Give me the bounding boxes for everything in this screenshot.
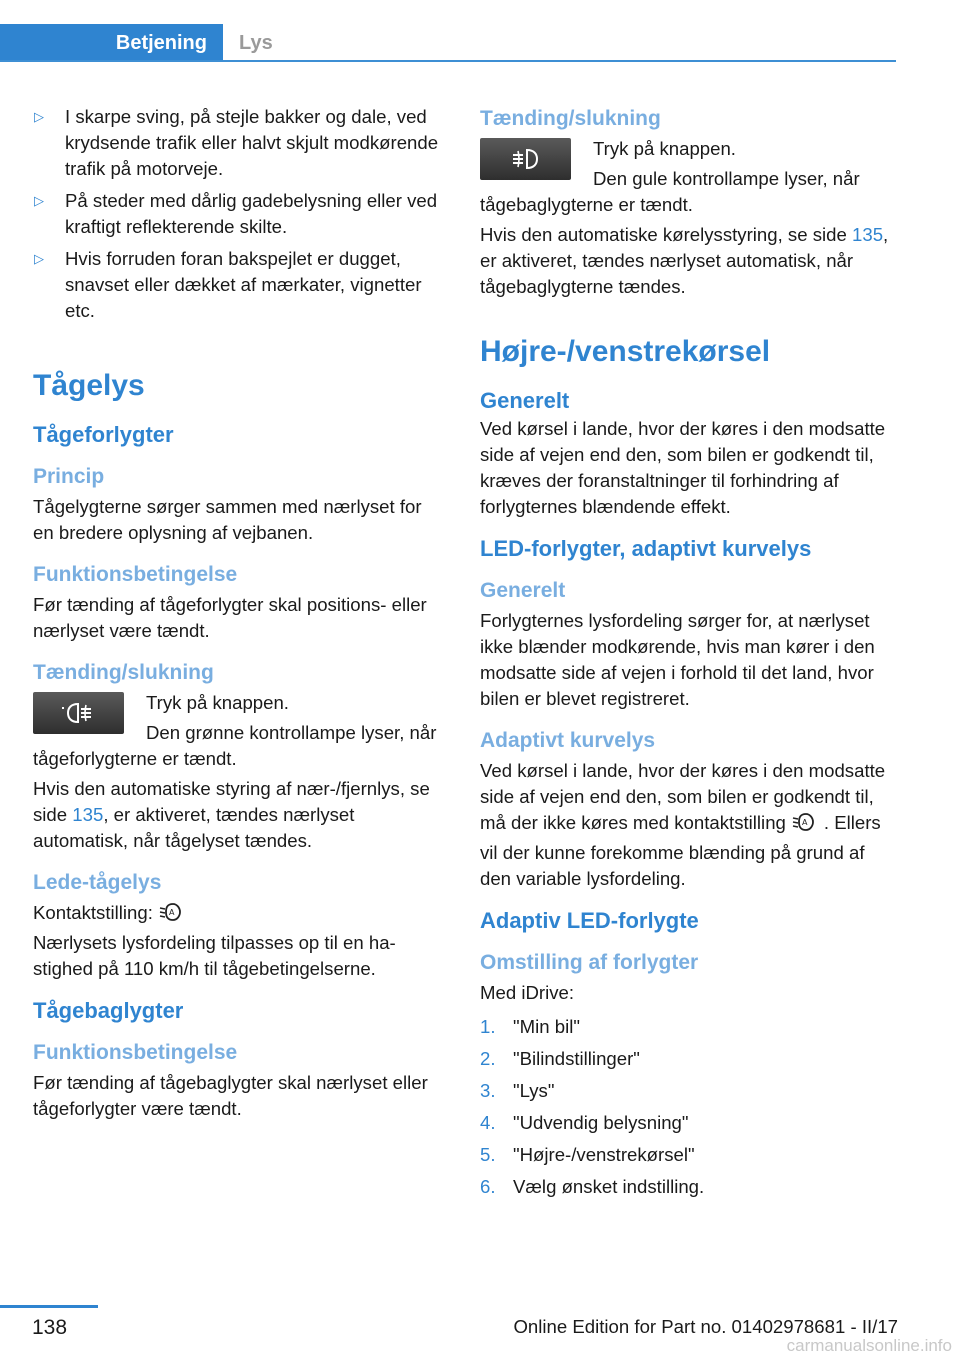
list-item: ▷ På steder med dårlig gadebelysning eller ved kraftigt reflekterende skilte.	[34, 190, 438, 237]
automatic-headlight-icon	[159, 901, 185, 930]
svg-text:A: A	[168, 908, 175, 917]
list-item: 6. Vælg ønsket indstilling.	[480, 1176, 705, 1197]
front-fog-light-icon	[33, 692, 124, 734]
page-header	[0, 0, 896, 62]
tryk-text-rear: Tryk på knappen.	[593, 138, 736, 159]
generelt2-text: Forlygternes lysfordeling sørger for, at nærlyset ikke blænder modkørende, hvis man kører i den modsatte side af vejen i forhold til det land, hvor bilen er blevet registreret.	[480, 610, 875, 709]
heading-funktionsbetingelse-2: Funktionsbetingelse	[33, 1041, 238, 1064]
heading-taagebaglygter: Tågebaglygter	[33, 998, 184, 1023]
left-column	[33, 104, 447, 1136]
condition-list	[33, 104, 447, 324]
generelt-text: Ved kørsel i lande, hvor der køres i den modsatte side af vejen end den, som bilen er godkendt til, kræves der foranstaltninger til forhindring af forlygternes blændende effekt.	[480, 418, 886, 517]
kontaktstilling-line: Kontaktstilling: A	[33, 900, 447, 930]
tryk-text: Tryk på knappen.	[146, 692, 289, 713]
tab-betjening[interactable]: Betjening	[0, 24, 223, 62]
heading-adaptiv-led-forlygte: Adaptiv LED-forlygte	[480, 908, 699, 933]
list-item: 1. "Min bil"	[480, 1016, 580, 1037]
kontrollampe-text: Den grønne kontrollampe lyser, når tågeforlygterne er tændt.	[33, 722, 437, 769]
rear-fog-light-icon	[480, 138, 571, 180]
list-item: ▷ I skarpe sving, på stejle bakker og dale, ved krydsende trafik eller halvt skjult modkørende trafik på motorveje.	[34, 106, 439, 179]
page-number: 138	[32, 1316, 68, 1339]
list-item: ▷ Hvis forruden foran bakspejlet er dugget, snavset eller dækket af mærkater, vignetter etc.	[34, 248, 422, 321]
right-column	[480, 104, 896, 1206]
adaptivt-text: Ved kørsel i lande, hvor der køres i den modsatte side af vejen end den, som bilen er godkendt til, må der ikke køres med kontaktstilling A . Ellers vil der kunne forekomme blænding på grund af den variable lysfordeling.	[480, 760, 886, 889]
triangle-right-icon: ▷	[34, 193, 44, 208]
heading-adaptivt-kurvelys: Adaptivt kurvelys	[480, 729, 656, 752]
auto-text: Hvis den automatiske styring af nær-/fjernlys, se side 135, er aktiveret, tændes nærlyset automatisk, når tågelyset tændes.	[33, 778, 430, 851]
heading-taending: Tænding/slukning	[33, 661, 214, 684]
princip-text: Tågelygterne sørger sammen med nærlyset for en bredere oplysning af vejbanen.	[33, 496, 422, 543]
triangle-right-icon: ▷	[34, 251, 44, 266]
idrive-steps	[480, 1014, 896, 1200]
tab-lys[interactable]: Lys	[239, 31, 273, 54]
header-rule	[0, 60, 896, 62]
page-link-135-rear[interactable]: 135	[852, 224, 884, 245]
fog-front-instruction	[33, 690, 447, 772]
svg-text:A: A	[801, 818, 808, 827]
triangle-right-icon: ▷	[34, 109, 44, 124]
heading-generelt-2: Generelt	[480, 579, 566, 602]
fog-rear-instruction	[480, 136, 896, 218]
kontrollampe-text-rear: Den gule kontrollampe lyser, når tågebaglygterne er tændt.	[480, 168, 860, 215]
list-item: 2. "Bilindstillinger"	[480, 1048, 640, 1069]
heading-led-forlygter: LED-forlygter, adaptivt kurvelys	[480, 536, 812, 561]
heading-hoejre-venstrekoersel: Højre-/venstrekørsel	[480, 335, 771, 368]
heading-generelt: Generelt	[480, 388, 570, 413]
watermark: carmanualsonline.info	[786, 1336, 952, 1355]
footer-rule	[0, 1305, 98, 1308]
heading-taending-rear: Tænding/slukning	[480, 107, 661, 130]
auto-text-rear: Hvis den automatiske kørelysstyring, se side 135, er aktiveret, tændes nærlyset automatisk, når tågebaglygterne tændes.	[480, 224, 889, 297]
heading-lede-taagelys: Lede-tågelys	[33, 871, 162, 894]
list-item: 4. "Udvendig belysning"	[480, 1112, 689, 1133]
heading-funktionsbetingelse: Funktionsbetingelse	[33, 563, 238, 586]
heading-taageforlygter: Tågeforlygter	[33, 422, 174, 447]
heading-omstilling: Omstilling af forlygter	[480, 951, 699, 974]
idrive-text: Med iDrive:	[480, 982, 575, 1003]
funktion-text: Før tænding af tågeforlygter skal positions- eller nærlyset være tændt.	[33, 594, 427, 641]
funktion2-text: Før tænding af tågebaglygter skal nærlyset eller tågeforlygter være tændt.	[33, 1072, 428, 1119]
page-link-135[interactable]: 135	[72, 804, 104, 825]
lede-text: Nærlysets lysfordeling tilpasses op til en hastighed på 110 km/h til tågebetingelserne.	[33, 932, 396, 979]
list-item: 3. "Lys"	[480, 1080, 555, 1101]
heading-taagelys: Tågelys	[33, 369, 145, 402]
edition-note: Online Edition for Part no. 01402978681 - II/17	[513, 1316, 898, 1337]
automatic-headlight-icon	[792, 811, 818, 840]
list-item: 5. "Højre-/venstrekørsel"	[480, 1144, 695, 1165]
heading-princip: Princip	[33, 465, 105, 488]
